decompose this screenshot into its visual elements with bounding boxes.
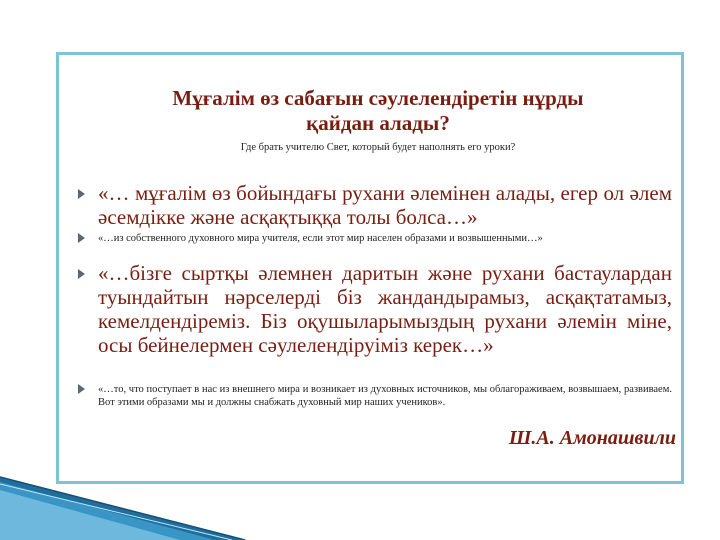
slide-subtitle: Где брать учителю Свет, который будет наполнять его уроки? — [240, 142, 516, 153]
bullet-arrow-icon — [78, 189, 85, 199]
title-line-1: Мұғалім өз сабағын сәулелендіретін нұрды — [172, 86, 584, 110]
bullet-text: «…бізге сыртқы әлемнен даритын және рухани бастаулардан туындайтын нәрселерді біз жандандырамыз, асқақтатамыз, кемелдендіреміз. Біз оқушыларымыздың рухани әлемін міне, осы бейнелермен сәулелендіруіміз керек…» — [98, 261, 672, 357]
bullet-arrow-icon — [78, 384, 85, 394]
slide-title — [118, 86, 638, 136]
bottom-wave-decoration — [0, 420, 720, 540]
quote-author: Ш.А. Амонашвили — [508, 427, 676, 449]
bullet-text: «…то, что поступает в нас из внешнего мира и возникает из духовных источников, мы облагораживаем, возвышаем, развиваем. Вот этими образами мы и должны снабжать духовный мир наших учеников». — [98, 384, 672, 408]
title-line-2: қайдан алады? — [306, 111, 450, 135]
bullet-arrow-icon — [78, 269, 85, 279]
bullet-arrow-icon — [78, 233, 85, 243]
bullet-text: «…из собственного духовного мира учителя, если этот мир населен образами и возвышенными…» — [98, 233, 543, 244]
bullet-text: «… мұғалім өз бойындағы рухани әлемінен алады, егер ол әлем әсемдікке және асқақтыққа толы болса…» — [98, 181, 672, 229]
